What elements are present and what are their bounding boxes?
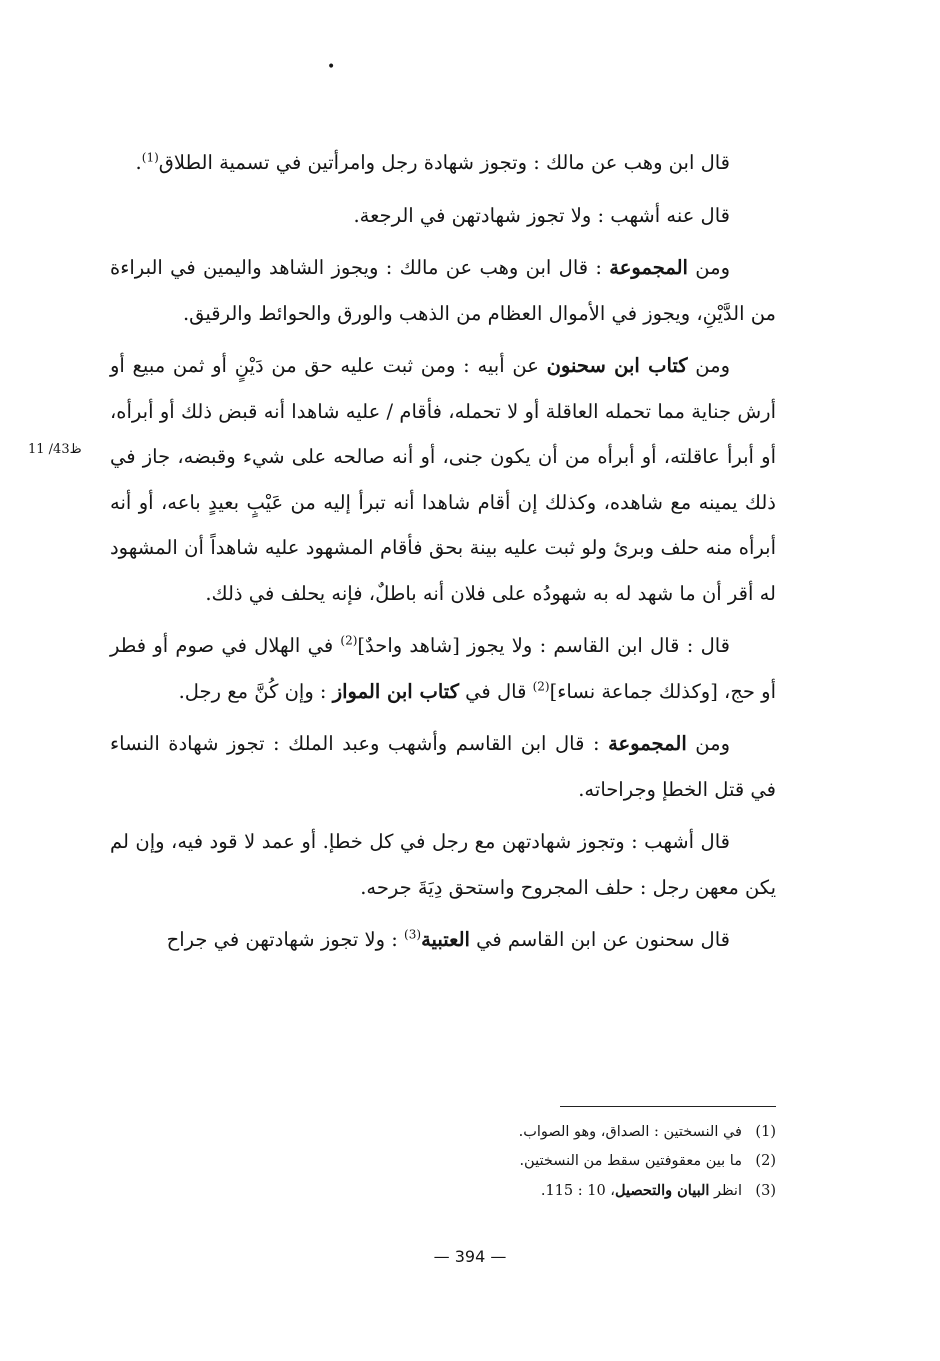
- paragraph: [110, 623, 776, 714]
- bold-source-title: البيان والتحصيل: [614, 1182, 710, 1199]
- text-segment: : قال ابن القاسم وأشهب وعبد الملك : تجوز شهادة النساء في قتل الخطإ وجراحاته.: [110, 732, 776, 801]
- text-segment: عن أبيه : ومن ثبت عليه حق من دَيْنٍ أو ثمن مبيع أو أرش جناية مما تحمله العاقلة أو لا تحمله، فأقام / عليه شاهدا أنه قبض ذلك أو أبرأه، أو أبرأ عاقلته، أو أبرأه من أن يكون جنى، أو أنه صالحه على شيء وقبضه، جاز في ذلك يمينه مع شاهده، وكذلك إن أقام شاهدا أنه تبرأ إليه من عَيْبٍ بعيدٍ باعه، أو أنه أبرأه منه حلف وبرئ ولو ثبت عليه بينة بحق فأقام المشهود عليه شاهداً أن المشهود له أقر أن ما شهد له به شهودُه على فلان أنه باطلٌ، فإنه يحلف في ذلك.: [110, 354, 776, 605]
- paragraph: [110, 193, 776, 239]
- paragraph: [110, 245, 776, 336]
- footnote-text: [519, 1153, 742, 1169]
- footnote-separator: [560, 1106, 776, 1107]
- text-segment: قال ابن وهب عن مالك : وتجوز شهادة رجل وامرأتين في تسمية الطلاق: [158, 151, 730, 174]
- text-segment: .: [135, 151, 142, 174]
- footnote-reference: (2): [532, 679, 550, 693]
- footnote-item: [360, 1147, 776, 1176]
- footnote-number: (3): [755, 1183, 776, 1199]
- paragraph: [110, 917, 776, 963]
- text-segment: قال سحنون عن ابن القاسم في: [469, 928, 730, 951]
- text-segment: في النسختين : الصداق، وهو الصواب.: [518, 1124, 742, 1140]
- bold-source-title: المجموعة: [608, 732, 687, 755]
- text-segment: : وإن كُنَّ مع رجل.: [178, 679, 333, 703]
- footnote-number: (1): [755, 1124, 776, 1140]
- footnote-number: (2): [755, 1153, 776, 1169]
- text-segment: قال عنه أشهب : ولا تجوز شهادتهن في الرجعة.: [353, 203, 730, 227]
- text-segment: انظر: [709, 1183, 742, 1199]
- paragraph: [110, 819, 776, 910]
- text-segment: قال في: [458, 679, 533, 703]
- bold-source-title: العتبية: [421, 928, 470, 951]
- text-segment: قال : قال ابن القاسم : ولا يجوز [شاهد واحدٌ]: [357, 634, 731, 657]
- footnote-text: [541, 1183, 742, 1199]
- bold-source-title: كتاب ابن سحنون: [546, 354, 688, 377]
- text-segment: ما بين معقوفتين سقط من النسختين.: [519, 1153, 742, 1169]
- top-mark: •: [327, 59, 336, 75]
- footnote-text: [519, 1124, 742, 1140]
- text-segment: ومن: [687, 354, 730, 377]
- footnote-item: [360, 1176, 776, 1206]
- text-segment: : ولا تجوز شهادتهن في جراح: [166, 928, 405, 951]
- footnote-reference: (1): [141, 150, 159, 165]
- paragraph: [110, 721, 776, 812]
- text-segment: ومن: [686, 732, 730, 755]
- text-segment: قال أشهب : وتجوز شهادتهن مع رجل في كل خطإ. أو عمد لا قود فيه، وإن لم يكن معهن رجل : حلف المجروح واستحق دِيَةَ جرحه.: [110, 830, 776, 899]
- paragraph: [110, 140, 776, 186]
- paragraph: [110, 343, 776, 616]
- text-segment: في الهلال في صوم أو فطر أو حج، [وكذلك جماعة نساء]: [110, 634, 776, 703]
- footnote-item: [360, 1118, 776, 1147]
- margin-folio-note: 11 /43ظ: [28, 442, 82, 457]
- bold-source-title: كتاب ابن المواز: [332, 679, 459, 703]
- footnote-reference: (2): [340, 633, 358, 648]
- page-number: — 394 —: [433, 1247, 507, 1266]
- body-text: [110, 140, 776, 963]
- text-segment: ، 10 : 115.: [540, 1183, 615, 1199]
- footnotes: [360, 1118, 776, 1206]
- footnote-reference: (3): [404, 927, 422, 942]
- bold-source-title: المجموعة: [609, 256, 688, 279]
- text-segment: : قال ابن وهب عن مالك : ويجوز الشاهد واليمين في البراءة من الدَّيْنِ، ويجوز في الأموال العظام من الذهب والورق والحوائط والرقيق.: [110, 256, 776, 325]
- text-segment: ومن: [687, 256, 730, 279]
